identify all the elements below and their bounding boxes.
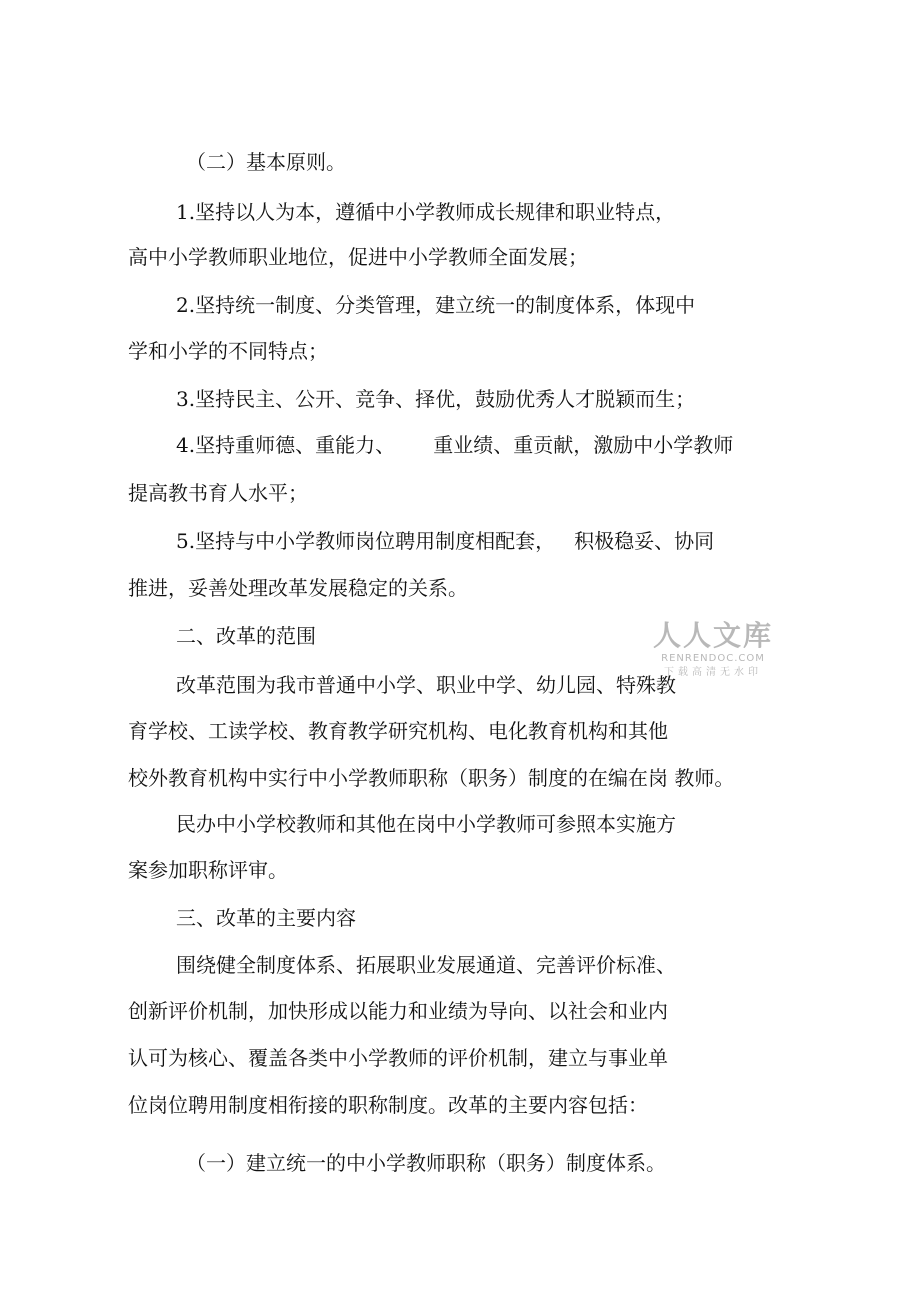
section-heading-scope: 二、改革的范围 — [176, 624, 316, 648]
paragraph-line: 案参加职称评审。 — [128, 858, 288, 882]
watermark-title: 人人文库 — [652, 619, 773, 652]
paragraph-line: 学和小学的不同特点； — [128, 339, 328, 363]
paragraph-line: 提高教书育人水平； — [128, 481, 308, 505]
paragraph-line: 育学校、工读学校、教育教学研究机构、电化教育机构和其他 — [128, 719, 668, 743]
paragraph-line: 校外教育机构中实行中小学教师职称（职务）制度的在编在岗 教师。 — [128, 766, 735, 790]
paragraph-line: 5.坚持与中小学教师岗位聘用制度相配套， 积极稳妥、协同 — [176, 529, 715, 553]
paragraph-line: 认可为核心、覆盖各类中小学教师的评价机制，建立与事业单 — [128, 1046, 668, 1070]
paragraph-line: 3.坚持民主、公开、竞争、择优，鼓励优秀人才脱颖而生； — [176, 387, 696, 411]
paragraph-line: 民办中小学校教师和其他在岗中小学教师可参照本实施方 — [176, 812, 676, 836]
paragraph-line: 围绕健全制度体系、拓展职业发展通道、完善评价标准、 — [176, 953, 676, 977]
paragraph-line: 推进，妥善处理改革发展稳定的关系。 — [128, 576, 468, 600]
paragraph-line: 高中小学教师职业地位，促进中小学教师全面发展； — [128, 245, 588, 269]
watermark-subtitle: 下载高清无水印 — [664, 667, 762, 678]
paragraph-line: 1.坚持以人为本，遵循中小学教师成长规律和职业特点， — [176, 200, 676, 224]
watermark-logo — [648, 619, 778, 678]
paragraph-line: 改革范围为我市普通中小学、职业中学、幼儿园、特殊教 — [176, 673, 676, 697]
paragraph-line: 2.坚持统一制度、分类管理，建立统一的制度体系，体现中 — [176, 293, 696, 317]
paragraph-line: 4.坚持重师德、重能力、 重业绩、重贡献，激励中小学教师 — [176, 433, 734, 457]
section-heading-basic-principles: （二）基本原则。 — [186, 150, 346, 174]
watermark-domain: RENRENDOC.COM — [661, 653, 765, 664]
paragraph-line: 位岗位聘用制度相衔接的职称制度。改革的主要内容包括： — [128, 1093, 648, 1117]
paragraph-line: 创新评价机制，加快形成以能力和业绩为导向、以社会和业内 — [128, 999, 668, 1023]
section-heading-main-content: 三、改革的主要内容 — [176, 906, 356, 930]
section-heading-unified-system: （一）建立统一的中小学教师职称（职务）制度体系。 — [186, 1151, 666, 1175]
